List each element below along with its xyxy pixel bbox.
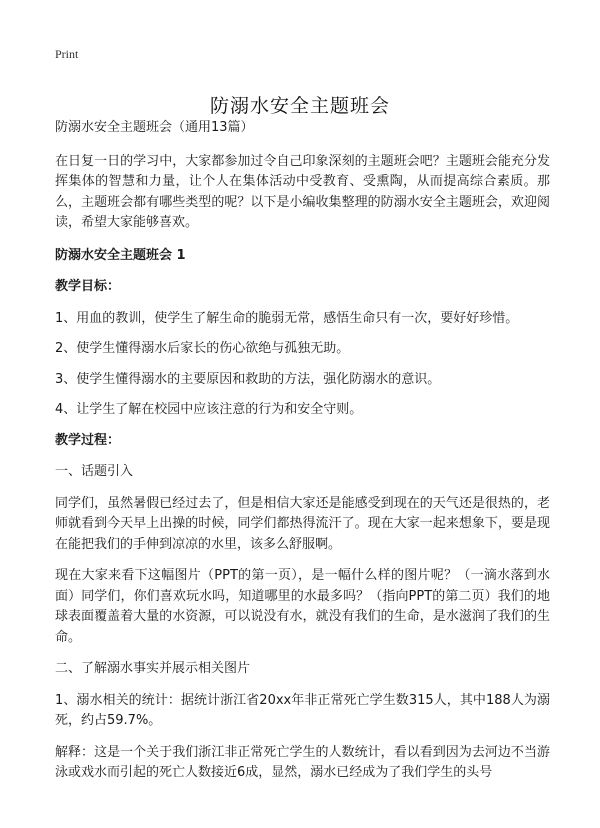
goal-item: 3、使学生懂得溺水的主要原因和救助的方法，强化防溺水的意识。 — [55, 371, 441, 387]
part1-paragraph-2: 现在大家来看下这幅图片（PPT的第一页），是一幅什么样的图片呢？（一滴水落到水面）同学们，你们喜欢玩水吗，知道哪里的水最多吗？（指向PPT的第二页）我们的地球表面覆盖着大量的水资源，可以说没有水，就没有我们的生命，是水滋润了我们的生命。 — [55, 568, 550, 645]
process-heading: 教学过程： — [55, 432, 121, 448]
print-link[interactable]: Print — [55, 47, 79, 61]
goals-heading: 教学目标： — [55, 279, 121, 294]
part2-heading: 二、了解溺水事实并展示相关图片 — [55, 661, 251, 676]
part2-paragraph-1: 1、溺水相关的统计：据统计浙江省20xx年非正常死亡学生数315人，其中188人为溺死，约占59.7%。 — [55, 692, 550, 728]
goal-item: 4、让学生了解在校园中应该注意的行为和安全守则。 — [55, 402, 363, 417]
part1-paragraph-1: 同学们，虽然暑假已经过去了，但是相信大家还是能感受到现在的天气还是很热的，老师就看到今天早上出操的时候，同学们都热得流汗了。现在大家一起来想象下，要是现在能把我们的手伸到凉凉的水里，该多么舒服啊。 — [55, 495, 550, 552]
goal-item: 1、用血的教训，使学生了解生命的脆弱无常，感悟生命只有一次，要好好珍惜。 — [55, 310, 519, 326]
page-title: 防溺水安全主题班会 — [209, 94, 390, 117]
article-body — [55, 118, 550, 795]
goal-item: 2、使学生懂得溺水后家长的伤心欲绝与孤独无助。 — [55, 341, 350, 356]
part2-paragraph-2: 解释：这是一个关于我们浙江非正常死亡学生的人数统计，看以看到因为去河边不当游泳或戏水而引起的死亡人数接近6成，显然，溺水已经成为了我们学生的头号 — [55, 744, 550, 780]
intro-paragraph: 在日复一日的学习中，大家都参加过令自己印象深刻的主题班会吧？主题班会能充分发挥集体的智慧和力量，让个人在集体活动中受教育、受熏陶，从而提高综合素质。那么，主题班会都有哪些类型的呢？以下是小编收集整理的防溺水安全主题班会，欢迎阅读，希望大家能够喜欢。 — [55, 153, 550, 230]
section-heading: 防溺水安全主题班会 1 — [55, 247, 186, 263]
article-subtitle: 防溺水安全主题班会（通用13篇） — [55, 120, 254, 135]
part1-heading: 一、话题引入 — [55, 464, 134, 479]
